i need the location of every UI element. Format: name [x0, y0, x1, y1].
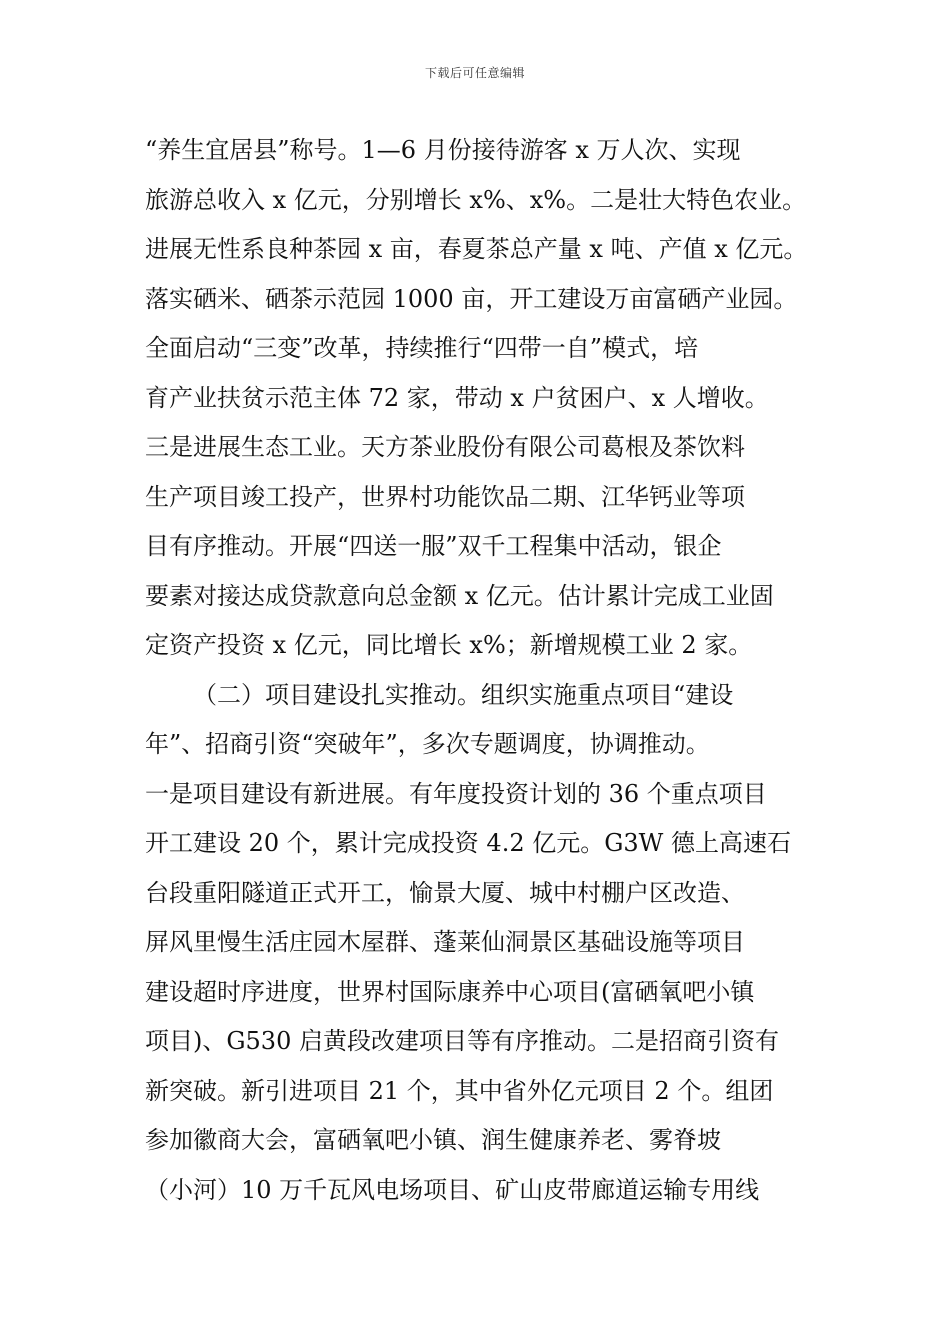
body-text [145, 126, 825, 1215]
text-line: 生产项目竣工投产，世界村功能饮品二期、江华钙业等项 [145, 482, 745, 511]
text-line: 参加徽商大会，富硒氧吧小镇、润生健康养老、雾脊坡 [145, 1126, 721, 1154]
text-line: （小河）10 万千瓦风电场项目、矿山皮带廊道运输专用线 [145, 1175, 760, 1204]
text-line: 要素对接达成贷款意向总金额 x 亿元。估计累计完成工业固 [145, 581, 774, 610]
text-line: 新突破。新引进项目 21 个，其中省外亿元项目 2 个。组团 [145, 1076, 774, 1105]
text-line: 一是项目建设有新进展。有年度投资计划的 36 个重点项目 [145, 779, 767, 808]
page-header: 下载后可任意编辑 [424, 66, 525, 80]
text-line: 育产业扶贫示范主体 72 家，带动 x 户贫困户、x 人增收。 [145, 383, 769, 412]
text-line: 屏风里慢生活庄园木屋群、蓬莱仙洞景区基础设施等项目 [145, 928, 745, 956]
text-line: 项目)、G530 启黄段改建项目等有序推动。二是招商引资有 [145, 1027, 779, 1055]
text-line: 目有序推动。开展“四送一服”双千工程集中活动，银企 [145, 532, 722, 560]
text-line: 落实硒米、硒茶示范园 1000 亩，开工建设万亩富硒产业园。 [145, 284, 798, 313]
text-line: 三是进展生态工业。天方茶业股份有限公司葛根及茶饮料 [145, 433, 745, 461]
text-line: 进展无性系良种茶园 x 亩，春夏茶总产量 x 吨、产值 x 亿元。 [145, 235, 808, 263]
section-heading-line: （二）项目建设扎实推动。组织实施重点项目“建设 [193, 680, 734, 709]
text-line: 台段重阳隧道正式开工，愉景大厦、城中村棚户区改造、 [145, 878, 745, 907]
text-line: 旅游总收入 x 亿元，分别增长 x%、x%。二是壮大特色农业。 [145, 185, 807, 214]
text-line: 开工建设 20 个，累计完成投资 4.2 亿元。G3W 德上高速石 [145, 829, 791, 857]
text-line: 定资产投资 x 亿元，同比增长 x%；新增规模工业 2 家。 [145, 631, 753, 659]
text-line: 年”、招商引资“突破年”，多次专题调度，协调推动。 [145, 730, 710, 758]
text-line: 建设超时序进度，世界村国际康养中心项目(富硒氧吧小镇 [145, 977, 755, 1006]
text-line: 全面启动“三变”改革，持续推行“四带一自”模式，培 [145, 334, 699, 362]
text-line: “养生宜居县”称号。1—6 月份接待游客 x 万人次、实现 [145, 136, 741, 164]
